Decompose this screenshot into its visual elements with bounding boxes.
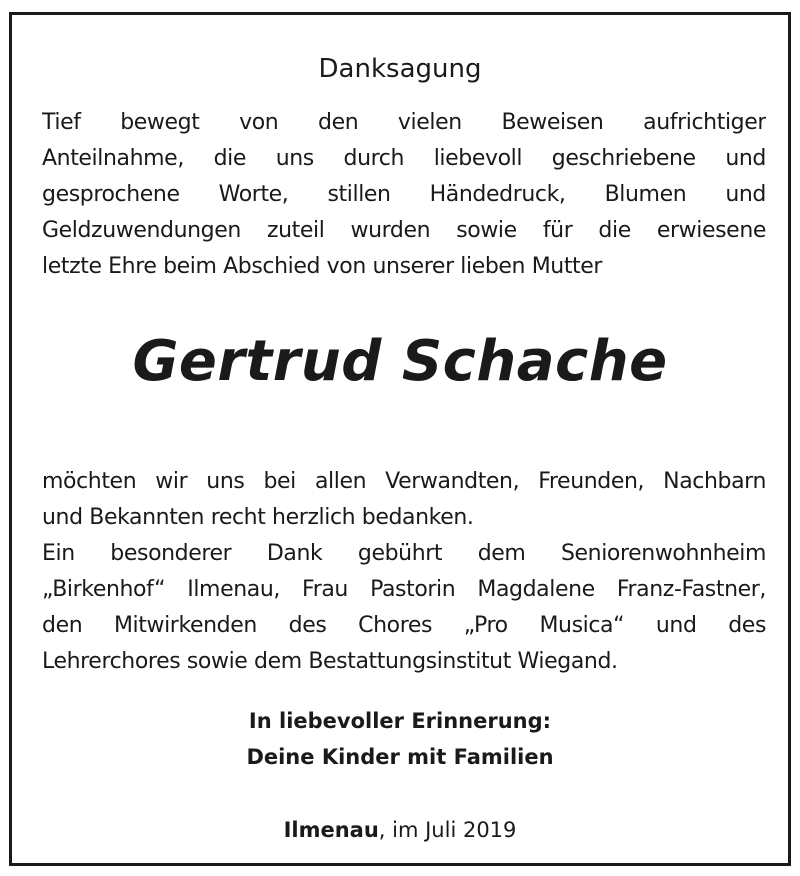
thanks-line: Ein besonderer Dank gebührt dem Seniorenwohnheim: [42, 541, 766, 566]
signature-line-1: In liebevoller Erinnerung:: [248, 709, 552, 733]
intro-line: Geldzuwendungen zuteil wurden sowie für die erwiesene: [42, 218, 766, 243]
date-text: , im Juli 2019: [378, 818, 517, 842]
notice-title: Danksagung: [318, 54, 482, 84]
intro-line: gesprochene Worte, stillen Händedruck, Blumen und: [42, 182, 766, 207]
intro-line: letzte Ehre beim Abschied von unserer lieben Mutter: [42, 254, 603, 279]
intro-line: Tief bewegt von den vielen Beweisen aufrichtiger: [42, 110, 766, 135]
thanks-line: Lehrerchores sowie dem Bestattungsinstitut Wiegand.: [42, 649, 618, 674]
thanks-line: und Bekannten recht herzlich bedanken.: [42, 505, 474, 530]
thanks-paragraph: [42, 464, 766, 680]
thanks-line: möchten wir uns bei allen Verwandten, Freunden, Nachbarn: [42, 469, 766, 494]
deceased-name: Gertrud Schache: [132, 329, 668, 394]
place-name: Ilmenau: [283, 818, 379, 842]
intro-paragraph: [42, 105, 766, 285]
thanks-line: den Mitwirkenden des Chores „Pro Musica“ und des: [42, 613, 766, 638]
obituary-notice: [9, 12, 791, 866]
signature-line-2: Deine Kinder mit Familien: [246, 745, 554, 769]
place-date: [12, 812, 788, 848]
intro-line: Anteilnahme, die uns durch liebevoll geschriebene und: [42, 146, 766, 171]
thanks-line: „Birkenhof“ Ilmenau, Frau Pastorin Magdalene Franz-Fastner,: [42, 577, 766, 602]
